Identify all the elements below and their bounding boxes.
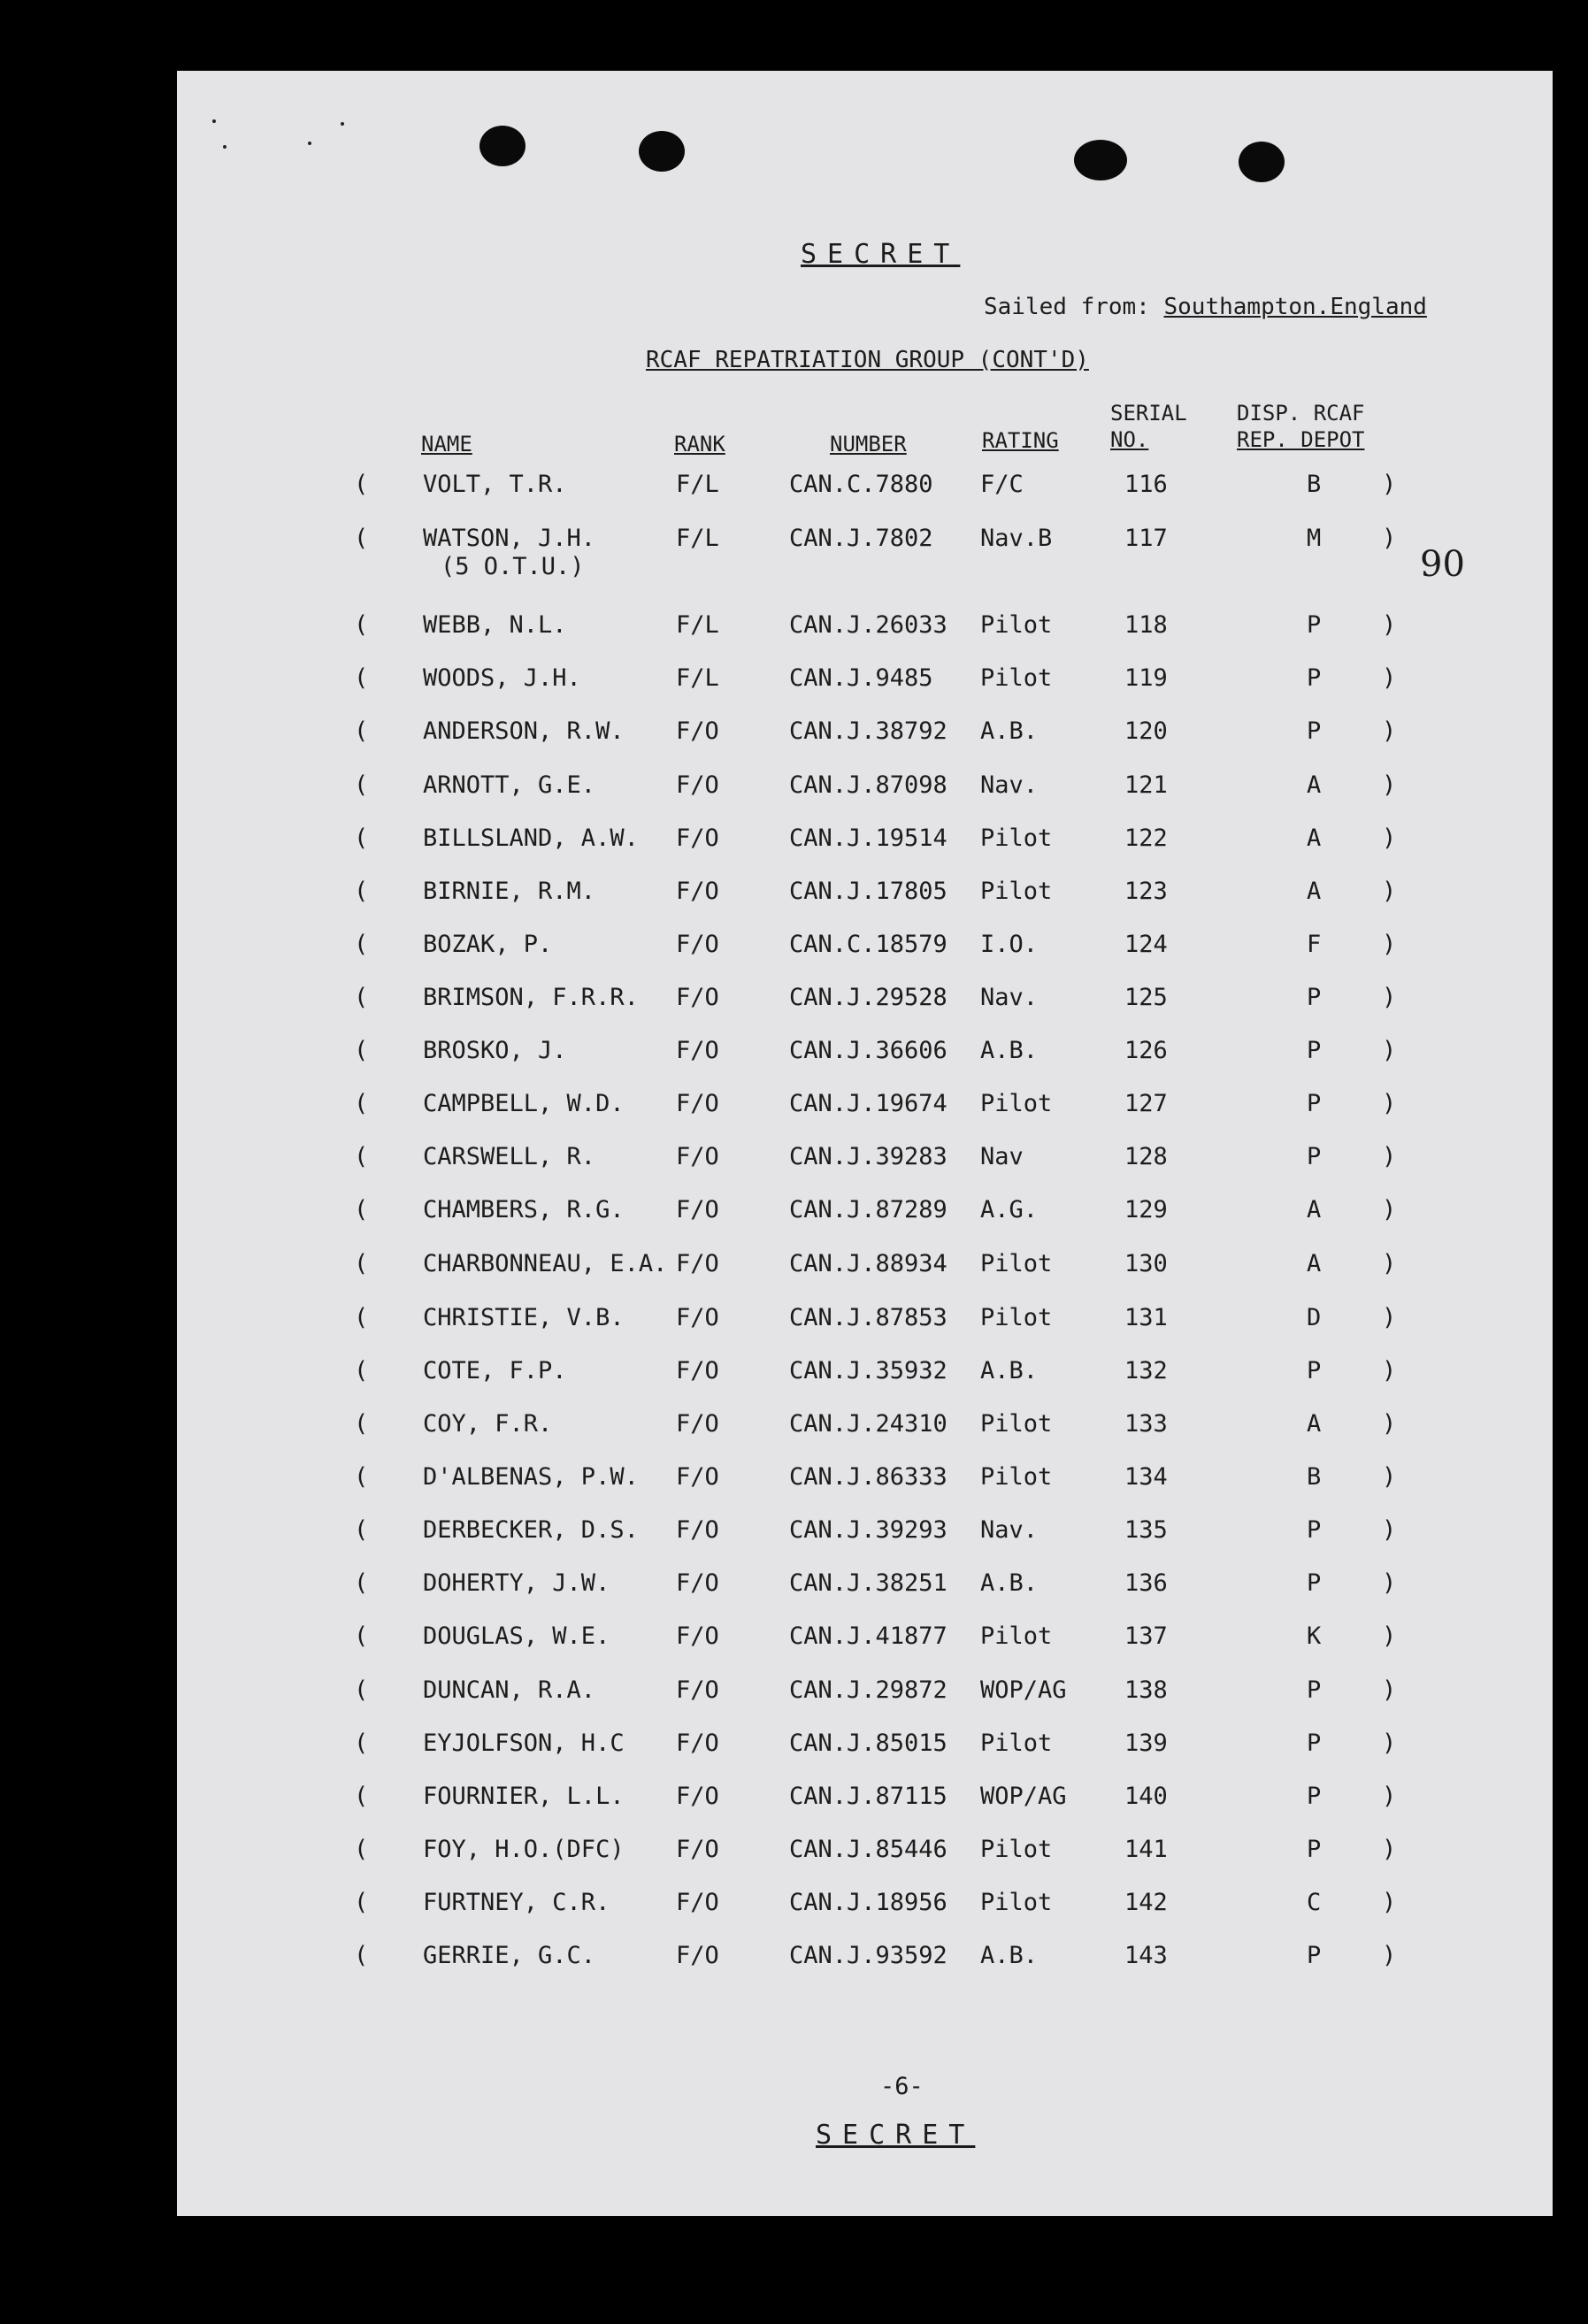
rank-cell: F/O xyxy=(676,771,719,799)
punch-hole xyxy=(1074,140,1127,180)
name-cell: VOLT, T.R. xyxy=(423,471,567,498)
name-cell: BRIMSON, F.R.R. xyxy=(423,984,639,1011)
name-cell: CHARBONNEAU, E.A. xyxy=(423,1250,668,1277)
rating-cell: Nav. xyxy=(980,1516,1039,1544)
name-cell: BROSKO, J. xyxy=(423,1037,567,1064)
number-cell: CAN.C.18579 xyxy=(789,931,947,958)
name-cell: FURTNEY, C.R. xyxy=(423,1889,610,1916)
rating-cell: A.B. xyxy=(980,717,1039,745)
rank-cell: F/O xyxy=(676,717,719,745)
name-cell: BILLSLAND, A.W. xyxy=(423,825,639,852)
paren-right: ) xyxy=(1382,931,1397,958)
rank-cell: F/O xyxy=(676,1569,719,1597)
rating-cell: WOP/AG xyxy=(980,1676,1067,1704)
paren-left: ( xyxy=(354,1037,369,1064)
number-cell: CAN.J.87098 xyxy=(789,771,947,799)
paren-right: ) xyxy=(1382,611,1397,639)
paren-right: ) xyxy=(1382,1250,1397,1277)
number-cell: CAN.J.87289 xyxy=(789,1196,947,1223)
col-header-rating: RATING xyxy=(982,428,1059,453)
number-cell: CAN.J.38251 xyxy=(789,1569,947,1597)
rank-cell: F/L xyxy=(676,611,719,639)
rank-cell: F/O xyxy=(676,1463,719,1491)
rank-cell: F/L xyxy=(676,664,719,692)
paren-right: ) xyxy=(1382,717,1397,745)
col-header-depot xyxy=(1237,400,1365,453)
number-cell: CAN.J.93592 xyxy=(789,1942,947,1969)
name-cell: COTE, F.P. xyxy=(423,1357,567,1384)
name-cell: DERBECKER, D.S. xyxy=(423,1516,639,1544)
rating-cell: Pilot xyxy=(980,1410,1053,1438)
name-cell: WATSON, J.H. xyxy=(423,525,596,552)
name-cell: WOODS, J.H. xyxy=(423,664,581,692)
paren-left: ( xyxy=(354,1783,369,1810)
paren-left: ( xyxy=(354,1090,369,1117)
number-cell: CAN.J.29528 xyxy=(789,984,947,1011)
number-cell: CAN.J.19514 xyxy=(789,825,947,852)
depot-cell: A xyxy=(1307,1250,1322,1277)
depot-cell: A xyxy=(1307,825,1322,852)
rank-cell: F/O xyxy=(676,1357,719,1384)
rating-cell: Pilot xyxy=(980,664,1053,692)
serial-cell: 138 xyxy=(1124,1676,1168,1704)
paren-right: ) xyxy=(1382,1090,1397,1117)
paren-right: ) xyxy=(1382,1569,1397,1597)
number-cell: CAN.J.41877 xyxy=(789,1622,947,1650)
rating-cell: A.B. xyxy=(980,1037,1039,1064)
name-cell: GERRIE, G.C. xyxy=(423,1942,596,1969)
number-cell: CAN.J.38792 xyxy=(789,717,947,745)
paren-left: ( xyxy=(354,1622,369,1650)
table-row xyxy=(177,611,1553,664)
number-cell: CAN.J.19674 xyxy=(789,1090,947,1117)
paren-right: ) xyxy=(1382,1463,1397,1491)
rating-cell: Pilot xyxy=(980,1622,1053,1650)
paren-left: ( xyxy=(354,664,369,692)
rating-cell: Pilot xyxy=(980,1836,1053,1863)
serial-cell: 133 xyxy=(1124,1410,1168,1438)
name-cell: D'ALBENAS, P.W. xyxy=(423,1463,639,1491)
paren-left: ( xyxy=(354,717,369,745)
col-header-name: NAME xyxy=(421,432,472,456)
table-row xyxy=(177,984,1553,1037)
col-header-rank: RANK xyxy=(674,432,725,456)
rating-cell: Pilot xyxy=(980,1090,1053,1117)
table-row xyxy=(177,1037,1553,1090)
paren-right: ) xyxy=(1382,471,1397,498)
rating-cell: A.G. xyxy=(980,1196,1039,1223)
rating-cell: Pilot xyxy=(980,878,1053,905)
depot-cell: P xyxy=(1307,1676,1322,1704)
serial-cell: 143 xyxy=(1124,1942,1168,1969)
depot-cell: A xyxy=(1307,878,1322,905)
name-cell: BIRNIE, R.M. xyxy=(423,878,596,905)
rank-cell: F/O xyxy=(676,931,719,958)
sailed-value: Southampton.England xyxy=(1163,294,1427,320)
col-header-number: NUMBER xyxy=(830,432,907,456)
rank-cell: F/O xyxy=(676,1516,719,1544)
serial-cell: 126 xyxy=(1124,1037,1168,1064)
paren-left: ( xyxy=(354,525,369,552)
serial-cell: 116 xyxy=(1124,471,1168,498)
depot-cell: K xyxy=(1307,1622,1322,1650)
table-row xyxy=(177,1463,1553,1516)
number-cell: CAN.J.35932 xyxy=(789,1357,947,1384)
number-cell: CAN.J.88934 xyxy=(789,1250,947,1277)
rating-cell: Pilot xyxy=(980,1304,1053,1331)
table-row xyxy=(177,825,1553,878)
name-cell: CARSWELL, R. xyxy=(423,1143,596,1170)
rank-cell: F/O xyxy=(676,1622,719,1650)
rating-cell: Pilot xyxy=(980,1463,1053,1491)
rating-cell: A.B. xyxy=(980,1569,1039,1597)
rank-cell: F/L xyxy=(676,471,719,498)
number-cell: CAN.J.36606 xyxy=(789,1037,947,1064)
table-row xyxy=(177,1676,1553,1730)
rank-cell: F/O xyxy=(676,1836,719,1863)
serial-cell: 123 xyxy=(1124,878,1168,905)
depot-cell: P xyxy=(1307,1143,1322,1170)
serial-cell: 137 xyxy=(1124,1622,1168,1650)
depot-cell: P xyxy=(1307,1730,1322,1757)
rank-cell: F/O xyxy=(676,1676,719,1704)
paren-right: ) xyxy=(1382,1889,1397,1916)
paren-right: ) xyxy=(1382,1730,1397,1757)
table-row xyxy=(177,1836,1553,1889)
rating-cell: Pilot xyxy=(980,1250,1053,1277)
number-cell: CAN.J.29872 xyxy=(789,1676,947,1704)
serial-cell: 130 xyxy=(1124,1250,1168,1277)
serial-cell: 117 xyxy=(1124,525,1168,552)
depot-cell: P xyxy=(1307,664,1322,692)
col-header-serial xyxy=(1110,400,1187,453)
paren-left: ( xyxy=(354,1836,369,1863)
rank-cell: F/O xyxy=(676,1889,719,1916)
paren-right: ) xyxy=(1382,1143,1397,1170)
sailed-from xyxy=(984,294,1427,320)
number-cell: CAN.J.39293 xyxy=(789,1516,947,1544)
paren-left: ( xyxy=(354,1569,369,1597)
depot-cell: P xyxy=(1307,717,1322,745)
table-row xyxy=(177,471,1553,524)
paren-left: ( xyxy=(354,1889,369,1916)
paren-right: ) xyxy=(1382,878,1397,905)
table-row xyxy=(177,1410,1553,1463)
paren-right: ) xyxy=(1382,1410,1397,1438)
table-row xyxy=(177,1516,1553,1569)
speck xyxy=(341,122,344,126)
speck xyxy=(308,142,311,145)
rank-cell: F/O xyxy=(676,1143,719,1170)
paren-right: ) xyxy=(1382,1196,1397,1223)
paren-right: ) xyxy=(1382,1783,1397,1810)
name-subnote: (5 O.T.U.) xyxy=(441,553,585,580)
serial-cell: 125 xyxy=(1124,984,1168,1011)
document-page xyxy=(177,71,1553,2216)
classification-top: SECRET xyxy=(801,239,961,270)
depot-cell: P xyxy=(1307,1357,1322,1384)
depot-cell: P xyxy=(1307,611,1322,639)
paren-left: ( xyxy=(354,825,369,852)
table-row xyxy=(177,1196,1553,1249)
table-row xyxy=(177,1304,1553,1357)
number-cell: CAN.C.7880 xyxy=(789,471,933,498)
paren-right: ) xyxy=(1382,1357,1397,1384)
serial-cell: 127 xyxy=(1124,1090,1168,1117)
group-title: RCAF REPATRIATION GROUP (CONT'D) xyxy=(646,347,1089,373)
table-row xyxy=(177,771,1553,825)
rating-cell: A.B. xyxy=(980,1357,1039,1384)
table-row xyxy=(177,1569,1553,1622)
depot-cell: P xyxy=(1307,1516,1322,1544)
number-cell: CAN.J.87115 xyxy=(789,1783,947,1810)
punch-hole xyxy=(479,126,525,166)
number-cell: CAN.J.17805 xyxy=(789,878,947,905)
serial-cell: 122 xyxy=(1124,825,1168,852)
sailed-label: Sailed from: xyxy=(984,294,1150,320)
rating-cell: I.O. xyxy=(980,931,1039,958)
name-cell: CHAMBERS, R.G. xyxy=(423,1196,625,1223)
paren-right: ) xyxy=(1382,1037,1397,1064)
depot-cell: A xyxy=(1307,1196,1322,1223)
paren-left: ( xyxy=(354,1250,369,1277)
rank-cell: F/O xyxy=(676,878,719,905)
serial-cell: 131 xyxy=(1124,1304,1168,1331)
paren-right: ) xyxy=(1382,1836,1397,1863)
paren-right: ) xyxy=(1382,1676,1397,1704)
paren-left: ( xyxy=(354,931,369,958)
rank-cell: F/O xyxy=(676,1410,719,1438)
number-cell: CAN.J.7802 xyxy=(789,525,933,552)
punch-hole xyxy=(639,131,685,172)
depot-cell: P xyxy=(1307,1836,1322,1863)
serial-cell: 119 xyxy=(1124,664,1168,692)
serial-cell: 132 xyxy=(1124,1357,1168,1384)
rating-cell: Nav. xyxy=(980,984,1039,1011)
rating-cell: Pilot xyxy=(980,825,1053,852)
paren-left: ( xyxy=(354,1196,369,1223)
depot-cell: D xyxy=(1307,1304,1322,1331)
table-row xyxy=(177,1250,1553,1303)
serial-cell: 129 xyxy=(1124,1196,1168,1223)
name-cell: BOZAK, P. xyxy=(423,931,553,958)
depot-cell: P xyxy=(1307,1569,1322,1597)
paren-left: ( xyxy=(354,1463,369,1491)
paren-left: ( xyxy=(354,471,369,498)
serial-cell: 118 xyxy=(1124,611,1168,639)
table-row xyxy=(177,1942,1553,1995)
depot-cell: M xyxy=(1307,525,1322,552)
name-cell: CAMPBELL, W.D. xyxy=(423,1090,625,1117)
rank-cell: F/O xyxy=(676,1037,719,1064)
paren-left: ( xyxy=(354,1516,369,1544)
table-row xyxy=(177,1889,1553,1942)
table-row xyxy=(177,525,1553,578)
name-cell: WEBB, N.L. xyxy=(423,611,567,639)
table-row xyxy=(177,1622,1553,1676)
name-cell: ANDERSON, R.W. xyxy=(423,717,625,745)
punch-hole xyxy=(1239,142,1285,182)
table-row xyxy=(177,1357,1553,1410)
depot-cell: A xyxy=(1307,1410,1322,1438)
col-header-serial-line2: NO. xyxy=(1110,427,1149,452)
paren-left: ( xyxy=(354,1730,369,1757)
rank-cell: F/O xyxy=(676,1304,719,1331)
paren-left: ( xyxy=(354,878,369,905)
number-cell: CAN.J.85446 xyxy=(789,1836,947,1863)
paren-left: ( xyxy=(354,771,369,799)
paren-left: ( xyxy=(354,1410,369,1438)
table-row xyxy=(177,931,1553,984)
serial-cell: 120 xyxy=(1124,717,1168,745)
depot-cell: P xyxy=(1307,1037,1322,1064)
rating-cell: Nav. xyxy=(980,771,1039,799)
rating-cell: Nav xyxy=(980,1143,1024,1170)
paren-left: ( xyxy=(354,1357,369,1384)
table-row xyxy=(177,664,1553,717)
rating-cell: Nav.B xyxy=(980,525,1053,552)
table-row xyxy=(177,1143,1553,1196)
paren-left: ( xyxy=(354,1676,369,1704)
paren-left: ( xyxy=(354,611,369,639)
serial-cell: 139 xyxy=(1124,1730,1168,1757)
rating-cell: F/C xyxy=(980,471,1024,498)
name-cell: FOURNIER, L.L. xyxy=(423,1783,625,1810)
serial-cell: 141 xyxy=(1124,1836,1168,1863)
rating-cell: A.B. xyxy=(980,1942,1039,1969)
rank-cell: F/O xyxy=(676,1942,719,1969)
name-cell: DUNCAN, R.A. xyxy=(423,1676,596,1704)
table-row xyxy=(177,717,1553,771)
number-cell: CAN.J.26033 xyxy=(789,611,947,639)
paren-left: ( xyxy=(354,1304,369,1331)
paren-right: ) xyxy=(1382,1516,1397,1544)
number-cell: CAN.J.85015 xyxy=(789,1730,947,1757)
depot-cell: B xyxy=(1307,471,1322,498)
paren-right: ) xyxy=(1382,1622,1397,1650)
table-row xyxy=(177,878,1553,931)
serial-cell: 124 xyxy=(1124,931,1168,958)
rank-cell: F/O xyxy=(676,984,719,1011)
depot-cell: P xyxy=(1307,1783,1322,1810)
depot-cell: P xyxy=(1307,1090,1322,1117)
speck xyxy=(212,119,216,123)
depot-cell: B xyxy=(1307,1463,1322,1491)
name-cell: ARNOTT, G.E. xyxy=(423,771,596,799)
depot-cell: F xyxy=(1307,931,1322,958)
rank-cell: F/O xyxy=(676,1090,719,1117)
number-cell: CAN.J.86333 xyxy=(789,1463,947,1491)
serial-cell: 140 xyxy=(1124,1783,1168,1810)
paren-left: ( xyxy=(354,1942,369,1969)
rank-cell: F/L xyxy=(676,525,719,552)
table-row xyxy=(177,1783,1553,1836)
name-cell: DOUGLAS, W.E. xyxy=(423,1622,610,1650)
paren-right: ) xyxy=(1382,825,1397,852)
rating-cell: WOP/AG xyxy=(980,1783,1067,1810)
depot-cell: P xyxy=(1307,984,1322,1011)
name-cell: CHRISTIE, V.B. xyxy=(423,1304,625,1331)
serial-cell: 135 xyxy=(1124,1516,1168,1544)
serial-cell: 134 xyxy=(1124,1463,1168,1491)
name-cell: DOHERTY, J.W. xyxy=(423,1569,610,1597)
name-cell: EYJOLFSON, H.C xyxy=(423,1730,625,1757)
rank-cell: F/O xyxy=(676,825,719,852)
page-number: -6- xyxy=(880,2073,924,2100)
number-cell: CAN.J.9485 xyxy=(789,664,933,692)
serial-cell: 121 xyxy=(1124,771,1168,799)
paren-right: ) xyxy=(1382,525,1397,552)
rating-cell: Pilot xyxy=(980,1730,1053,1757)
col-header-depot-line1: DISP. RCAF xyxy=(1237,401,1365,426)
number-cell: CAN.J.18956 xyxy=(789,1889,947,1916)
number-cell: CAN.J.39283 xyxy=(789,1143,947,1170)
rating-cell: Pilot xyxy=(980,1889,1053,1916)
number-cell: CAN.J.87853 xyxy=(789,1304,947,1331)
col-header-serial-line1: SERIAL xyxy=(1110,401,1187,426)
table-row xyxy=(177,1730,1553,1783)
col-header-depot-line2: REP. DEPOT xyxy=(1237,427,1365,452)
name-cell: COY, F.R. xyxy=(423,1410,553,1438)
classification-bottom: SECRET xyxy=(816,2120,976,2151)
rank-cell: F/O xyxy=(676,1250,719,1277)
paren-right: ) xyxy=(1382,1304,1397,1331)
rank-cell: F/O xyxy=(676,1783,719,1810)
paren-left: ( xyxy=(354,984,369,1011)
number-cell: CAN.J.24310 xyxy=(789,1410,947,1438)
rank-cell: F/O xyxy=(676,1196,719,1223)
rank-cell: F/O xyxy=(676,1730,719,1757)
paren-right: ) xyxy=(1382,1942,1397,1969)
serial-cell: 128 xyxy=(1124,1143,1168,1170)
depot-cell: C xyxy=(1307,1889,1322,1916)
name-cell: FOY, H.O.(DFC) xyxy=(423,1836,625,1863)
speck xyxy=(223,145,226,149)
paren-right: ) xyxy=(1382,664,1397,692)
serial-cell: 136 xyxy=(1124,1569,1168,1597)
paren-right: ) xyxy=(1382,984,1397,1011)
rating-cell: Pilot xyxy=(980,611,1053,639)
paren-right: ) xyxy=(1382,771,1397,799)
paren-left: ( xyxy=(354,1143,369,1170)
serial-cell: 142 xyxy=(1124,1889,1168,1916)
depot-cell: P xyxy=(1307,1942,1322,1969)
table-row xyxy=(177,1090,1553,1143)
margin-note: 90 xyxy=(1420,544,1465,585)
depot-cell: A xyxy=(1307,771,1322,799)
